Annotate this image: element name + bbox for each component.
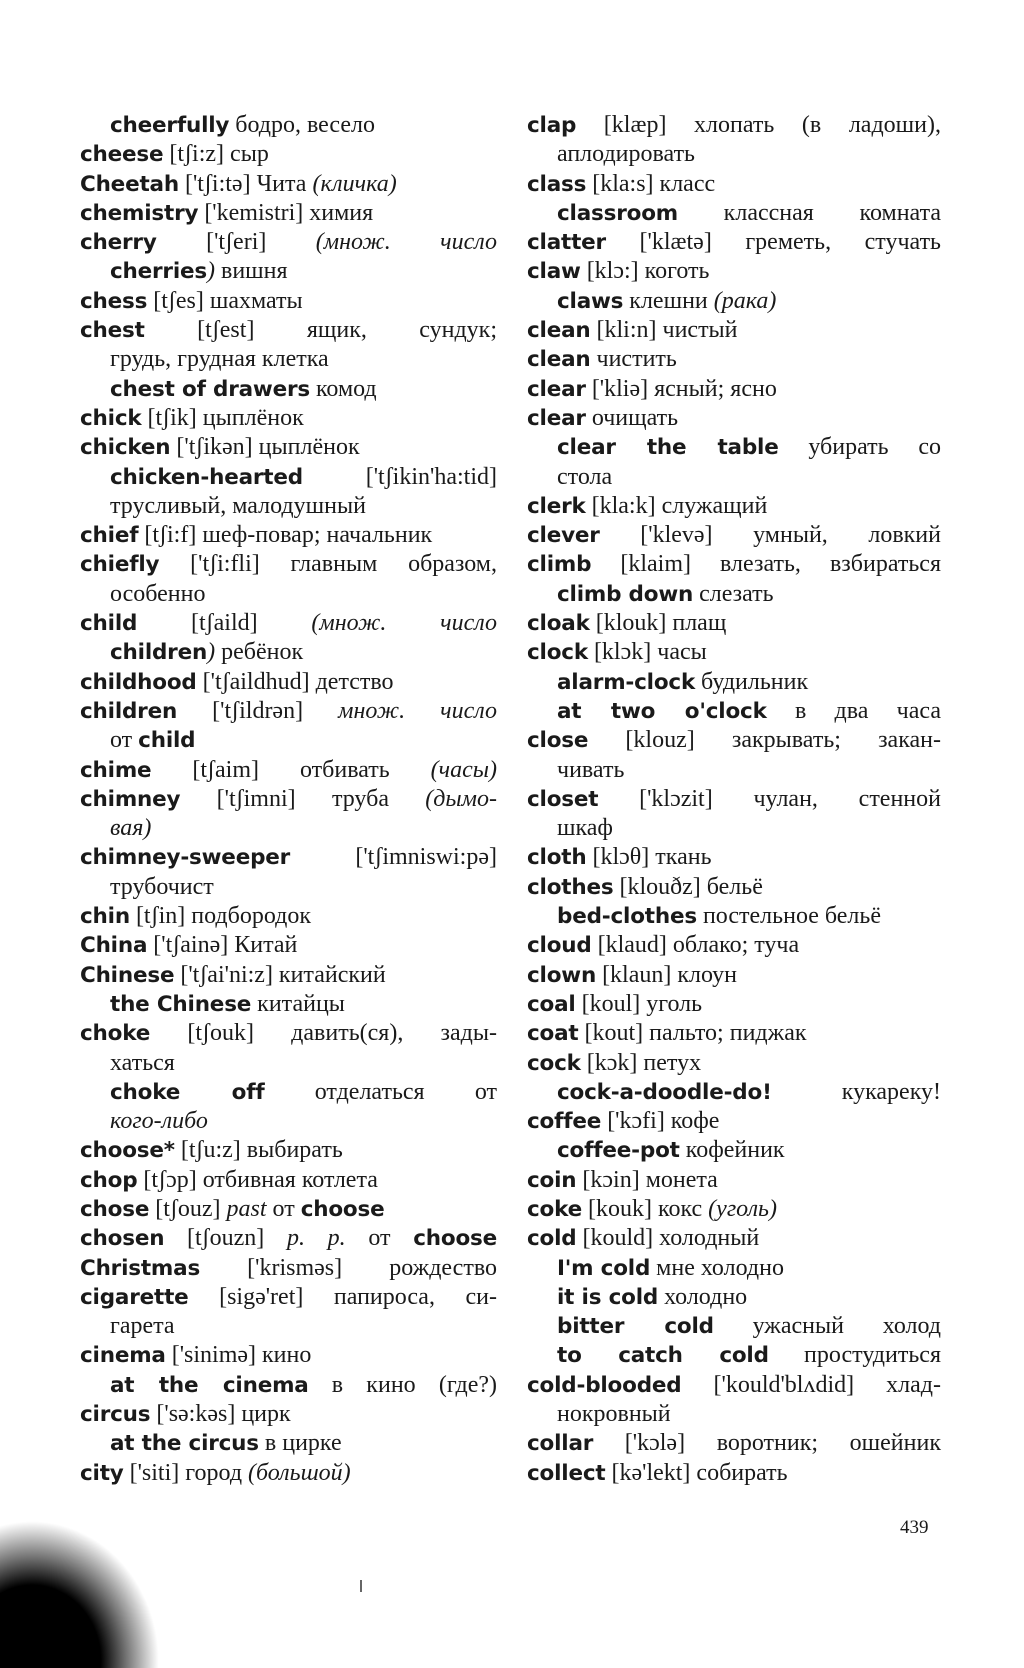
definition-text: слезать [693,580,774,607]
headword: class [527,171,587,197]
definition-text: классная комната [677,199,941,226]
definition-text: [kould] холодный [576,1225,760,1252]
headword: cock [527,1050,581,1076]
definition-text: чистить [590,346,677,373]
dictionary-line [527,170,941,199]
dictionary-line [80,1107,497,1136]
dictionary-line [80,521,497,550]
definition-text: ['krisməs] рождество [200,1254,497,1281]
dictionary-line [80,1049,497,1078]
headword: clear the table [557,435,779,461]
definition-text: [klɔk] часы [587,639,707,666]
italic-note: вая) [110,815,152,842]
dictionary-line [527,1195,941,1224]
definition-text: хаться [110,1049,175,1076]
headword: cold [527,1226,577,1252]
dictionary-line [80,1078,497,1107]
headword: at the cinema [110,1372,309,1398]
definition-text: ['tʃikən] цыплёнок [170,434,360,461]
definition-text: ['tʃaildhud] детство [196,668,394,695]
definition-text: от [345,1225,414,1252]
dictionary-line [80,785,497,814]
italic-note: past [226,1195,267,1222]
dictionary-line [527,492,941,521]
headword: close [527,728,589,754]
headword: chose [80,1196,150,1222]
headword: collar [527,1431,594,1457]
italic-note: (множ. число [315,229,497,256]
definition-text: [klæp] хлопать (в ладоши), [576,112,941,138]
headword: claws [557,288,624,314]
dictionary-line [527,580,941,609]
headword: bitter cold [557,1314,714,1340]
headword: chicken [80,435,171,461]
italic-note: (дымо- [425,785,497,812]
italic-note: (большой) [248,1459,351,1486]
definition-text: ['tʃeri] [156,229,316,256]
headword: closet [527,786,599,812]
headword: classroom [557,200,678,226]
dictionary-line [80,756,497,785]
definition-text: мне холодно [650,1254,784,1281]
definition-text: нокровный [557,1401,671,1428]
dictionary-line [80,404,497,433]
dictionary-line [527,1429,941,1458]
headword: it is cold [557,1284,659,1310]
definition-text: шкаф [557,815,613,842]
definition-text: кофейник [679,1137,785,1164]
headword: choke [80,1021,151,1047]
dictionary-line [527,697,941,726]
definition-text: клешни [623,287,714,314]
definition-text: в кино (где?) [308,1371,497,1398]
definition-text: [tʃi:f] шеф-повар; начальник [138,522,433,549]
headword: cigarette [80,1284,189,1310]
definition-text: [tʃi:z] сыр [163,141,269,168]
headword: chest of drawers [110,376,310,402]
headword: chick [80,405,142,431]
headword: choose* [80,1138,175,1164]
definition-text: в два часа [766,697,942,724]
headword: collect [527,1460,606,1486]
headword: China [80,933,148,959]
headword: clatter [527,230,606,256]
headword: clothes [527,874,614,900]
headword: at two o'clock [557,698,767,724]
definition-text: [tʃin] подбородок [129,903,312,930]
headword: climb down [557,581,694,607]
definition-text: [tʃouzn] [164,1225,287,1252]
headword: chemistry [80,200,199,226]
headword: Cheetah [80,171,179,197]
headword: alarm-clock [557,669,696,695]
italic-note: кого-либо [110,1108,208,1135]
dictionary-line [527,404,941,433]
definition-text: будильник [695,668,809,695]
dictionary-line [80,433,497,462]
dictionary-line [80,1136,497,1165]
definition-text: китайцы [251,990,345,1017]
dictionary-line [527,1254,941,1283]
definition-text: ['klɔzit] чулан, стенной [598,785,941,812]
definition-text: [kɔk] петух [580,1049,702,1076]
dictionary-line [527,257,941,286]
dictionary-line [527,1459,941,1488]
definition-text: [kout] пальто; пиджак [578,1020,807,1047]
headword: chosen [80,1226,165,1252]
dictionary-line [80,1371,497,1400]
headword: clap [527,113,577,138]
definition-text: трусливый, малодушный [110,492,366,519]
definition-text: [tʃik] цыплёнок [141,404,304,431]
italic-note: (рака) [713,287,777,314]
dictionary-line [80,375,497,404]
definition-text: кукареку! [771,1078,941,1105]
headword: bed-clothes [557,904,697,930]
definition-text: от [110,727,139,754]
definition-text: ['kemistri] химия [198,199,374,226]
definition-text: ['tʃi:fli] главным образом, [159,551,497,578]
headword: chief [80,523,139,549]
italic-note: множ. число [338,697,498,724]
definition-text: [klaim] влезать, взбираться [591,551,941,578]
headword: chess [80,288,148,314]
definition-text: стола [557,463,613,490]
definition-text: [kouk] кокс [582,1195,709,1222]
headword: child [138,728,196,754]
definition-text: [klouz] закрывать; закан- [588,727,941,754]
dictionary-line [80,1459,497,1488]
definition-text: [sigə'ret] папироса, си- [188,1283,497,1310]
definition-text: особенно [110,580,206,607]
dictionary-line [80,931,497,960]
dictionary-line [80,1195,497,1224]
headword: cheese [80,142,164,168]
dictionary-line [80,902,497,931]
headword: city [80,1460,124,1486]
definition-text: ['tʃainə] Китай [147,932,298,959]
definition-text: ['tʃimniswi:pə] [290,844,497,871]
definition-text: [kli:n] чистый [590,317,738,344]
definition-text: ['klevə] умный, ловкий [599,522,941,549]
headword: climb [527,552,592,578]
definition-text: ['klætə] греметь, стучать [605,229,941,256]
italic-note: (множ. число [311,610,497,637]
headword: children [110,640,208,666]
dictionary-line [527,931,941,960]
dictionary-line [80,609,497,638]
italic-note: (часы) [430,756,497,783]
definition-text: ['tʃi:tə] Чита [178,170,313,197]
dictionary-line [527,902,941,931]
dictionary-line [80,1224,497,1253]
definition-text: [kla:k] служащий [585,492,768,519]
headword: chop [80,1167,138,1193]
dictionary-line [527,140,941,169]
headword: chimney [80,786,181,812]
dictionary-line [527,433,941,462]
dictionary-line [80,140,497,169]
dictionary-line [80,1312,497,1341]
dictionary-line [527,814,941,843]
dictionary-line [80,1166,497,1195]
headword: clown [527,962,597,988]
headword: clear [527,376,586,402]
dictionary-line [80,1400,497,1429]
headword: chest [80,318,145,344]
headword: coal [527,991,576,1017]
dictionary-line [527,1283,941,1312]
headword: claw [527,259,581,285]
dictionary-line [527,228,941,257]
headword: childhood [80,669,197,695]
dictionary-line [80,199,497,228]
headword: cloud [527,933,592,959]
definition-text: [kla:s] класс [586,170,716,197]
headword: cherries [110,259,207,285]
headword: I'm cold [557,1255,651,1281]
italic-note: p. p. [286,1225,346,1252]
dictionary-line [80,638,497,667]
dictionary-line [527,1312,941,1341]
dictionary-line [80,843,497,872]
italic-note: ) [207,258,215,285]
dictionary-line [527,668,941,697]
definition-text: постельное бельё [696,903,882,930]
definition-text: [klaud] облако; туча [591,932,800,959]
dictionary-line [527,1224,941,1253]
definition-text: ['sə:kəs] цирк [150,1401,291,1428]
headword: children [80,698,178,724]
definition-text: [tʃɔp] отбивная котлета [137,1166,378,1193]
dictionary-line [80,1429,497,1458]
definition-text: ['tʃimni] труба [180,785,426,812]
headword: to catch cold [557,1343,769,1369]
dictionary-line [80,1283,497,1312]
definition-text: [klɔθ] ткань [586,844,712,871]
dictionary-line [80,287,497,316]
headword: clever [527,523,600,549]
headword: cherry [80,230,157,256]
definition-text: очищать [585,404,679,431]
definition-text: ['kɔlə] воротник; ошейник [593,1430,941,1457]
definition-text: трубочист [110,873,214,900]
dictionary-line [527,375,941,404]
headword: cheerfully [110,113,230,138]
left-column [80,111,497,1488]
definition-text: аплодировать [557,141,695,168]
dictionary-line [527,463,941,492]
dictionary-line [527,1019,941,1048]
dictionary-line [80,550,497,579]
dictionary-line [527,1136,941,1165]
headword: clear [527,405,586,431]
headword: cloth [527,845,587,871]
page-number: 439 [900,1517,929,1538]
headword: chime [80,757,152,783]
dictionary-line [80,316,497,345]
dictionary-line [527,521,941,550]
headword: coat [527,1021,579,1047]
dictionary-line [527,990,941,1019]
dictionary-line [527,1166,941,1195]
definition-text: вишня [215,258,288,285]
dictionary-line [80,697,497,726]
definition-text: чивать [557,756,625,783]
definition-text: [klɔ:] коготь [580,258,710,285]
headword: Christmas [80,1255,201,1281]
dictionary-line [527,287,941,316]
definition-text: простудиться [768,1342,941,1369]
dictionary-line [527,756,941,785]
dictionary-line [527,961,941,990]
definition-text: ['tʃikin'ha:tid] [302,463,497,490]
definition-text: ужасный холод [713,1313,941,1340]
dictionary-line [80,257,497,286]
definition-text: [koul] уголь [575,990,703,1017]
dictionary-line [527,1371,941,1400]
right-column [527,111,941,1488]
definition-text: ребёнок [215,639,304,666]
dictionary-line [80,170,497,199]
dictionary-line [527,345,941,374]
headword: coffee [527,1109,602,1135]
dictionary-line [80,228,497,257]
headword: circus [80,1402,151,1428]
dictionary-line [527,550,941,579]
scan-smudge [0,1520,160,1668]
definition-text: отделаться от [264,1078,497,1105]
definition-text: ['kliə] ясный; ясно [585,375,777,402]
definition-text: ['tʃildrən] [177,697,339,724]
headword: coin [527,1167,577,1193]
definition-text: холодно [658,1283,748,1310]
dictionary-line [527,1078,941,1107]
definition-text: гарета [110,1313,175,1340]
scan-mark [360,1580,362,1592]
definition-text: в цирке [258,1430,342,1457]
definition-text: ['kɔfi] кофе [601,1108,720,1135]
italic-note: (кличка) [312,170,397,197]
dictionary-line [527,609,941,638]
dictionary-line [527,316,941,345]
dictionary-line [527,1400,941,1429]
dictionary-line [80,668,497,697]
dictionary-line [80,873,497,902]
definition-text: бодро, весело [229,112,375,138]
definition-text: [tʃes] шахматы [147,287,303,314]
headword: chiefly [80,552,160,578]
headword: choose [300,1196,385,1222]
definition-text: [tʃouk] давить(ся), зады- [150,1020,497,1047]
headword: choke off [110,1079,265,1105]
dictionary-line [527,785,941,814]
definition-text: [tʃu:z] выбирать [174,1137,343,1164]
headword: coke [527,1196,583,1222]
dictionary-line [80,492,497,521]
headword: chin [80,904,130,930]
headword: chicken-hearted [110,464,303,490]
definition-text: [tʃest] ящик, сундук; [144,317,497,344]
dictionary-line [80,1254,497,1283]
dictionary-line [80,580,497,609]
headword: Chinese [80,962,175,988]
definition-text: от [266,1195,301,1222]
definition-text: [klaun] клоун [596,961,737,988]
definition-text: [kə'lekt] собирать [605,1459,788,1486]
dictionary-line [527,199,941,228]
dictionary-line [527,1107,941,1136]
definition-text: [klouk] плащ [589,610,727,637]
headword: clean [527,347,591,373]
dictionary-line [527,1049,941,1078]
definition-text: [tʃaim] отбивать [151,756,431,783]
definition-text: [klouðz] бельё [613,873,763,900]
dictionary-line [527,873,941,902]
dictionary-line [80,814,497,843]
headword: cinema [80,1343,166,1369]
headword: choose [413,1226,497,1252]
dictionary-line [80,726,497,755]
definition-text: [tʃaild] [137,610,312,637]
dictionary-line [80,345,497,374]
definition-text: убирать со [778,434,941,461]
headword: cold-blooded [527,1372,682,1398]
definition-text: ['siti] город [123,1459,249,1486]
dictionary-line [80,961,497,990]
headword: clock [527,640,588,666]
definition-text: грудь, грудная клетка [110,346,329,373]
headword: the Chinese [110,991,252,1017]
definition-text: ['kould'blʌdid] хлад- [681,1371,941,1398]
headword: clean [527,318,591,344]
definition-text: [tʃouz] [149,1195,227,1222]
dictionary-line [527,111,941,140]
headword: cloak [527,611,590,637]
dictionary-line [80,990,497,1019]
headword: at the circus [110,1431,259,1457]
dictionary-line [80,1019,497,1048]
dictionary-line [80,463,497,492]
dictionary-line [527,1341,941,1370]
italic-note: ) [207,639,216,666]
headword: coffee-pot [557,1138,680,1164]
dictionary-line [80,1341,497,1370]
definition-text: ['sinimə] кино [165,1342,312,1369]
dictionary-line [527,638,941,667]
definition-text: ['tʃai'ni:z] китайский [174,961,386,988]
headword: cock-a-doodle-do! [557,1079,772,1105]
headword: child [80,611,138,637]
dictionary-line [527,843,941,872]
definition-text: комод [309,375,377,402]
headword: clerk [527,493,586,519]
dictionary-line [80,111,497,140]
definition-text: [kɔin] монета [576,1166,718,1193]
headword: chimney-sweeper [80,845,291,871]
italic-note: (уголь) [708,1195,777,1222]
dictionary-line [527,726,941,755]
